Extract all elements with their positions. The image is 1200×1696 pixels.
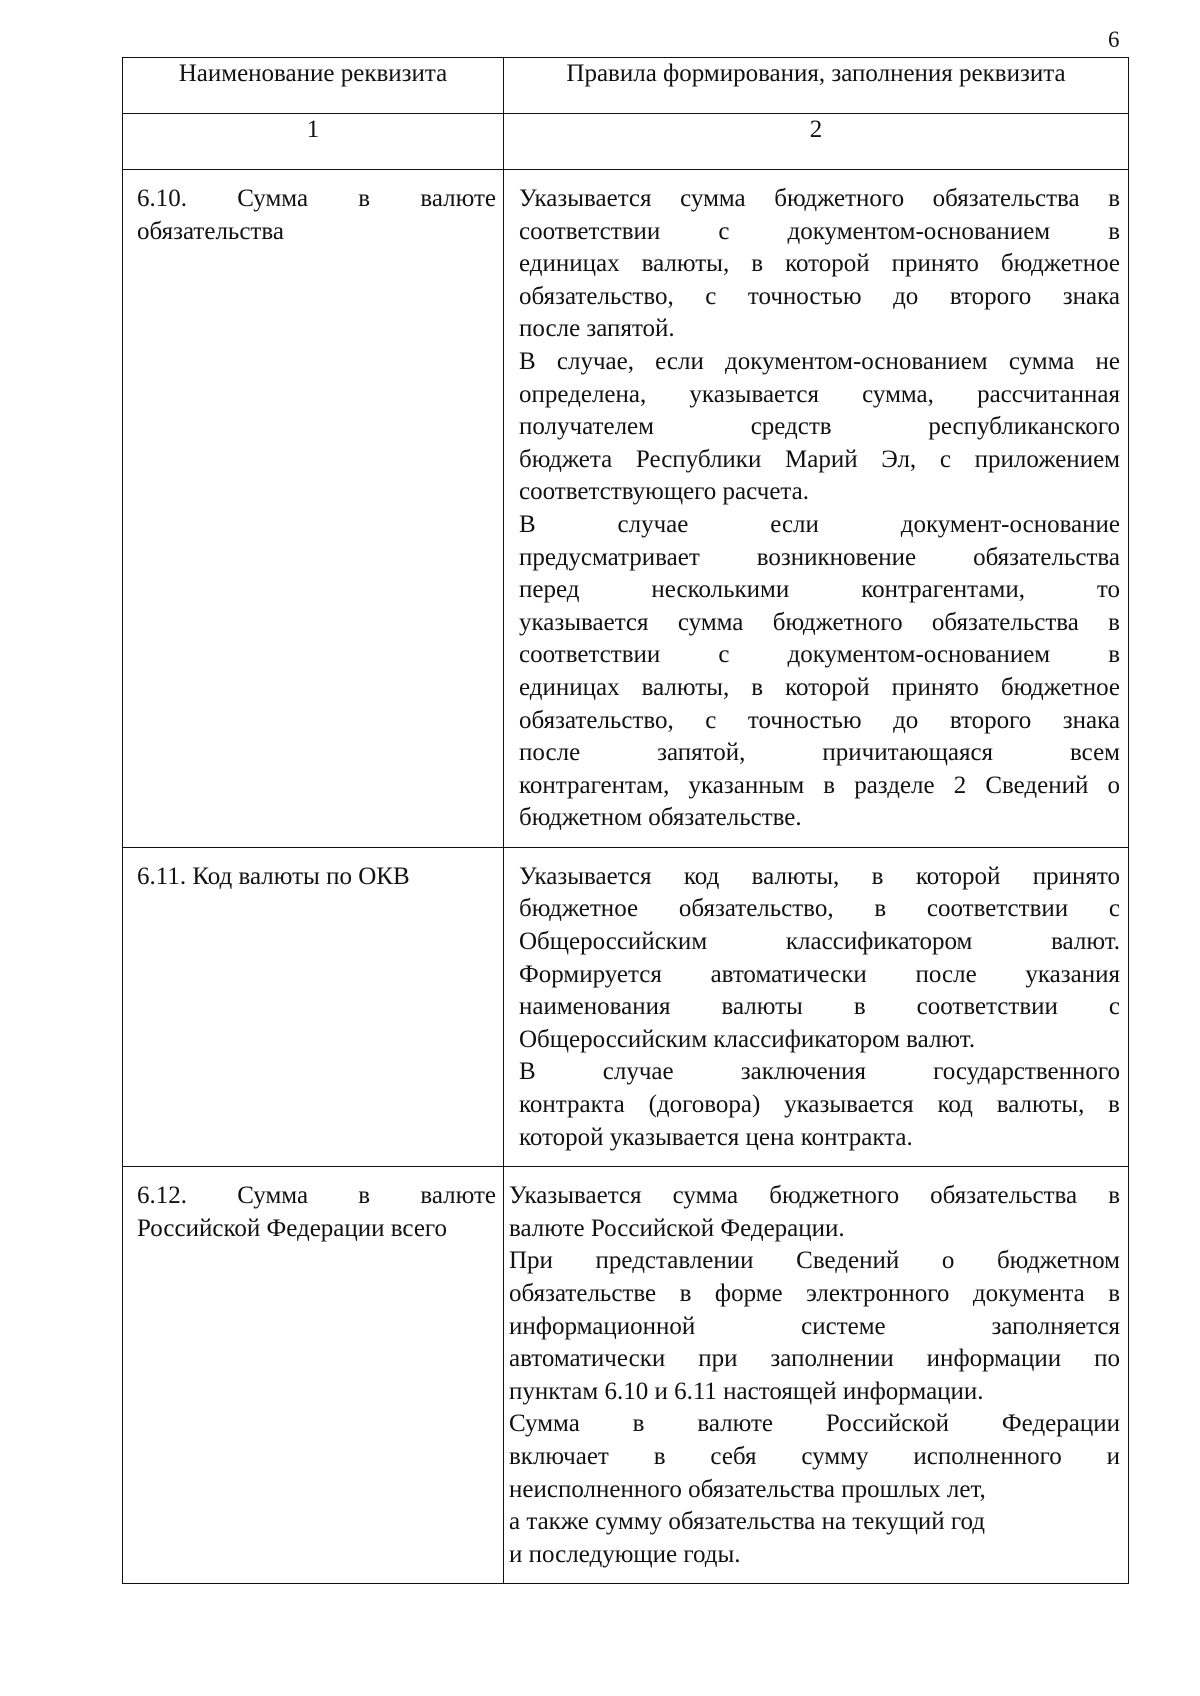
rule-line: Общероссийским классификатором валют.	[519, 1025, 976, 1053]
rule-line: В случае заключения государственного	[519, 1058, 1120, 1086]
rule-paragraph	[509, 1180, 1120, 1245]
rule-line: соответствующего расчета.	[519, 478, 809, 506]
rule-line: бюджета Республики Марий Эл, с приложением	[519, 445, 1120, 473]
rule-cell	[504, 1167, 1129, 1584]
rule-line: Указывается сумма бюджетного обязательства в	[509, 1182, 1120, 1210]
rule-line: наименования валюты в соответствии с	[519, 993, 1120, 1021]
rule-line: соответствии с документом-основанием в	[519, 641, 1120, 669]
rule-line: бюджетном обязательстве.	[519, 804, 802, 832]
table-row	[123, 1167, 1129, 1584]
table-row	[123, 170, 1129, 848]
rule-line: после запятой.	[519, 315, 675, 343]
requisite-name-cell	[123, 847, 504, 1166]
column-header-rules: Правила формирования, заполнения реквизита	[504, 58, 1129, 114]
rule-line: которой указывается цена контракта.	[519, 1123, 913, 1151]
requisite-name-line: обязательства	[137, 217, 284, 245]
rule-paragraph	[519, 1056, 1120, 1154]
requisite-name-cell	[123, 170, 504, 848]
rule-line: контракта (договора) указывается код валюты, в	[519, 1091, 1120, 1119]
requisite-name-line: Российской Федерации всего	[137, 1214, 448, 1242]
rule-line: Сумма в валюте Российской Федерации	[509, 1410, 1120, 1438]
column-header-requisite-name: Наименование реквизита	[123, 58, 504, 114]
requisite-name-line: 6.10. Сумма в валюте	[137, 185, 496, 212]
rule-line: При представлении Сведений о бюджетном	[509, 1247, 1120, 1275]
rule-line: обязательство, с точностью до второго знака	[519, 706, 1120, 734]
rule-line: валюте Российской Федерации.	[509, 1214, 845, 1242]
rule-line: бюджетное обязательство, в соответствии с	[519, 895, 1120, 923]
rule-line: Формируется автоматически после указания	[519, 960, 1120, 988]
rule-line: после запятой, причитающаяся всем	[519, 739, 1120, 767]
rule-line: включает в себя сумму исполненного и	[509, 1442, 1120, 1470]
rule-line: перед несколькими контрагентами, то	[519, 576, 1120, 604]
column-number-1: 1	[123, 114, 504, 170]
rule-line: информационной системе заполняется	[509, 1312, 1120, 1340]
requisite-name-line: 6.11. Код валюты по ОКВ	[137, 862, 410, 890]
rule-line: единицах валюты, в которой принято бюджетное	[519, 250, 1120, 278]
rule-cell	[504, 847, 1129, 1166]
rule-paragraph	[519, 861, 1120, 1057]
rule-paragraph	[519, 346, 1120, 509]
rule-line: указывается сумма бюджетного обязательства в	[519, 608, 1120, 636]
table-header-row	[123, 58, 1129, 114]
rule-paragraph	[519, 509, 1120, 835]
rule-cell	[504, 170, 1129, 848]
rule-paragraph	[509, 1245, 1120, 1408]
requisite-name-cell	[123, 1167, 504, 1584]
rule-line: обязательстве в форме электронного документа в	[509, 1280, 1120, 1307]
rule-line: предусматривает возникновение обязательства	[519, 543, 1120, 571]
rule-line: автоматически при заполнении информации по	[509, 1345, 1120, 1373]
rule-line: пунктам 6.10 и 6.11 настоящей информации.	[509, 1377, 984, 1405]
rule-line: Общероссийским классификатором валют.	[519, 928, 1120, 956]
rule-line: и последующие годы.	[509, 1540, 741, 1568]
requisites-table	[122, 57, 1129, 1584]
rule-line: а также сумму обязательства на текущий год	[509, 1508, 986, 1536]
rule-line: единицах валюты, в которой принято бюджетное	[519, 673, 1120, 701]
rule-paragraph	[519, 183, 1120, 346]
rule-line: обязательство, с точностью до второго знака	[519, 282, 1120, 310]
table-row	[123, 847, 1129, 1166]
rule-line: В случае если документ-основание	[519, 510, 1120, 538]
rule-line: соответствии с документом-основанием в	[519, 217, 1120, 245]
page-number: 6	[1108, 27, 1120, 52]
rule-line: В случае, если документом-основанием сумма не	[519, 347, 1120, 375]
column-number-row	[123, 114, 1129, 170]
table-body	[123, 170, 1129, 1584]
rule-line: Указывается сумма бюджетного обязательства в	[519, 185, 1120, 212]
column-number-2: 2	[504, 114, 1129, 170]
rule-line: получателем средств республиканского	[519, 413, 1120, 441]
rule-line: неисполненного обязательства прошлых лет,	[509, 1475, 986, 1503]
requisite-name-line: 6.12. Сумма в валюте	[137, 1182, 496, 1210]
rule-line: контрагентам, указанным в разделе 2 Сведений о	[519, 771, 1120, 799]
rule-line: определена, указывается сумма, рассчитанная	[519, 380, 1120, 408]
rule-line: Указывается код валюты, в которой принято	[519, 862, 1120, 890]
rule-paragraph	[509, 1408, 1120, 1571]
